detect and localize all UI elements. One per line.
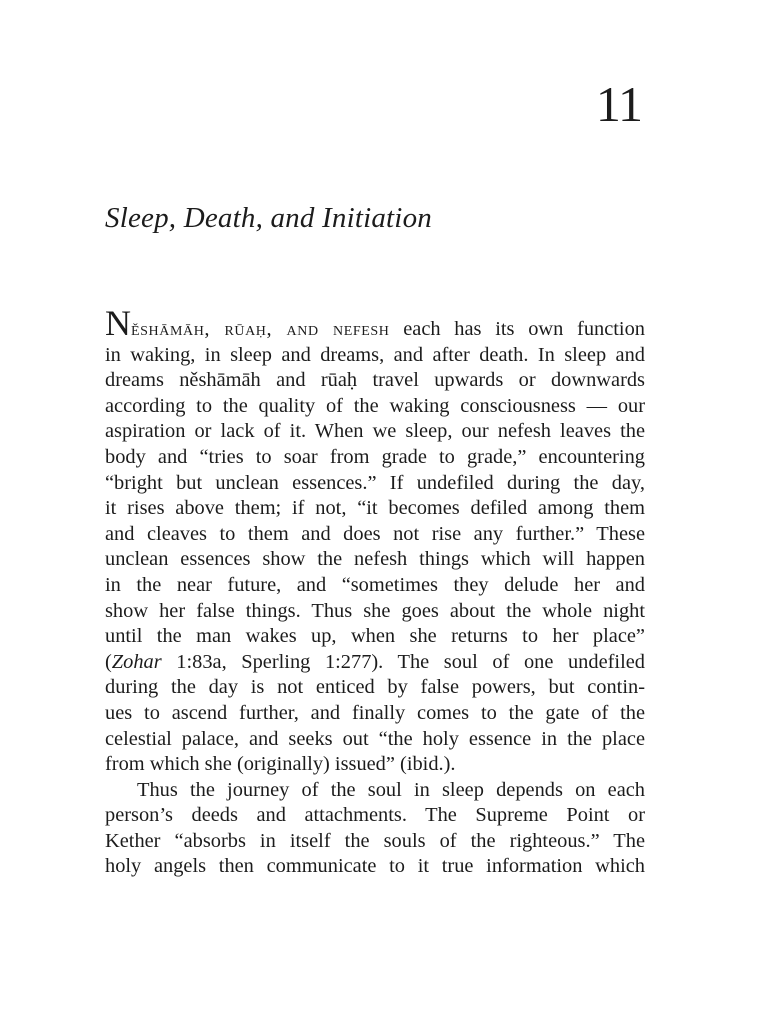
drop-cap: N [105, 303, 131, 343]
text-line: aspiration or lack of it. When we sleep, our nefesh leaves the [105, 420, 645, 443]
text-line: body and “tries to soar from grade to grade,” encountering [105, 445, 645, 468]
text-line: during the day is not enticed by false powers, but contin- [105, 676, 645, 699]
lead-in-smallcaps: ěshāmāh, rūaḥ, and nefesh [131, 318, 390, 340]
text-line: in the near future, and “sometimes they delude her and [105, 573, 645, 596]
text-line: ues to ascend further, and finally comes to the gate of the [105, 701, 645, 724]
text-line: celestial palace, and seeks out “the holy essence in the place [105, 727, 645, 750]
line-text: each has its own function [389, 318, 645, 340]
text-line [105, 303, 645, 343]
text-line: Thus the journey of the soul in sleep depends on each [137, 778, 645, 801]
text-line: person’s deeds and attachments. The Supreme Point or [105, 804, 645, 827]
text-line: according to the quality of the waking consciousness — our [105, 394, 645, 417]
open-paren: ( [105, 650, 112, 673]
text-line: and cleaves to them and does not rise any further.” These [105, 522, 645, 545]
text-line: Kether “absorbs in itself the souls of the righteous.” The [105, 829, 645, 852]
text-line: dreams něshāmāh and rūaḥ travel upwards or downwards [105, 369, 645, 392]
chapter-number: 11 [595, 76, 642, 132]
text-line: until the man wakes up, when she returns to her place” [105, 625, 645, 648]
body-text [105, 303, 645, 880]
paragraph-2 [105, 778, 645, 880]
line-text: 1:83a, Sperling 1:277). The soul of one undefiled [161, 650, 645, 673]
text-line [105, 650, 645, 676]
text-line: it rises above them; if not, “it becomes defiled among them [105, 497, 645, 520]
zohar-citation: Zohar [111, 650, 162, 673]
text-line: from which she (originally) issued” (ibid.). [105, 753, 456, 776]
paragraph-1 [105, 303, 645, 778]
text-line: show her false things. Thus she goes about the whole night [105, 599, 645, 622]
text-line: holy angels then communicate to it true information which [105, 855, 645, 878]
text-line: unclean essences show the nefesh things which will happen [105, 548, 645, 571]
chapter-title: Sleep, Death, and Initiation [105, 202, 432, 234]
text-line: in waking, in sleep and dreams, and after death. In sleep and [105, 343, 645, 366]
text-line: “bright but unclean essences.” If undefiled during the day, [105, 471, 645, 494]
